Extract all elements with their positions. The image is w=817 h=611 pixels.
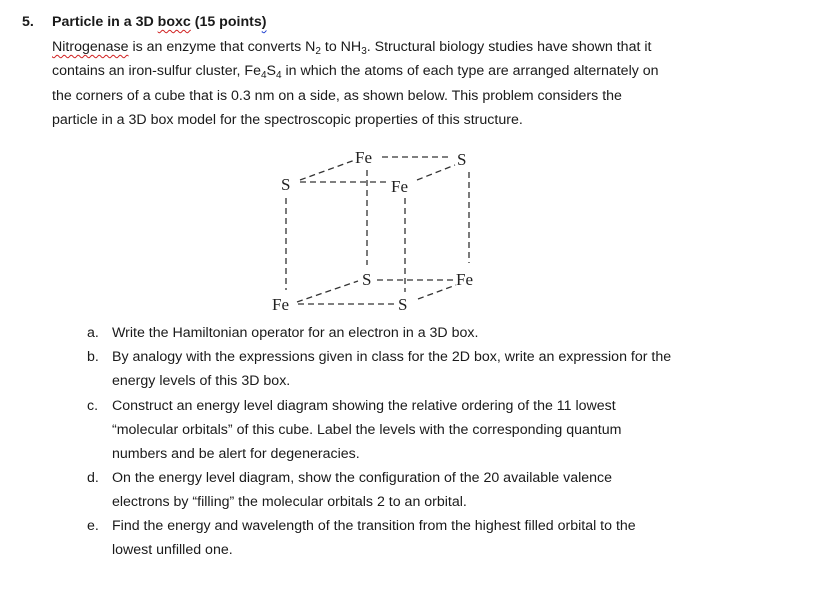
title-close-paren: ): [261, 14, 267, 30]
atom-label: S: [362, 270, 372, 289]
subscript: 4: [260, 70, 267, 82]
text-run: particle in a 3D box model for the spectroscopic properties of this structure.: [52, 111, 523, 128]
text-run: in which the atoms of each type are arranged alternately on: [281, 63, 659, 80]
text-run: contains an iron-sulfur cluster, Fe: [52, 63, 261, 80]
question-text-line: Write the Hamiltonian operator for an electron in a 3D box.: [112, 325, 479, 341]
question-text-line: Find the energy and wavelength of the transition from the highest filled orbital to the: [112, 518, 636, 534]
problem-number: 5.: [22, 14, 34, 30]
text-run: to NH: [320, 39, 362, 55]
cube-edges: [286, 157, 469, 304]
edge: [300, 160, 355, 180]
text-run: S: [266, 63, 276, 80]
question-text-line: “molecular orbitals” of this cube. Label the levels with the corresponding quantum: [112, 422, 622, 438]
atom-label: Fe: [391, 177, 408, 196]
question-text-line: By analogy with the expressions given in class for the 2D box, write an expression for the: [112, 349, 672, 365]
question-letter: c.: [87, 398, 99, 414]
question-text-line: numbers and be alert for degeneracies.: [112, 446, 360, 462]
text-run: is an enzyme that converts N: [128, 39, 316, 55]
atom-label: Fe: [272, 295, 289, 314]
edge: [418, 285, 456, 299]
question-text-line: energy levels of this 3D box.: [112, 373, 291, 389]
question-letter: d.: [87, 470, 99, 486]
atom-label: S: [281, 175, 291, 194]
question-text-line: lowest unfilled one.: [112, 542, 233, 558]
question-text-line: Construct an energy level diagram showing the relative ordering of the 11 lowest: [112, 398, 616, 414]
edge: [297, 281, 358, 302]
atom-label: Fe: [355, 148, 372, 167]
title-misspelled-word: boxc: [157, 14, 191, 30]
title-text: Particle in a 3D: [52, 14, 158, 30]
edge: [417, 165, 455, 180]
title-points: (15 points: [190, 14, 262, 30]
text-run: the corners of a cube that is 0.3 nm on a side, as shown below. This problem considers the: [52, 87, 622, 104]
subscript: 3: [361, 46, 367, 57]
question-letter: a.: [87, 325, 99, 341]
text-run: . Structural biology studies have shown that it: [366, 39, 652, 55]
question-text-line: electrons by “filling” the molecular orbitals 2 to an orbital.: [112, 494, 467, 510]
subscript: 4: [276, 70, 282, 82]
atom-label: S: [457, 150, 467, 169]
question-letter: b.: [87, 349, 99, 365]
question-letter: e.: [87, 518, 99, 534]
text-run: Nitrogenase: [52, 39, 129, 55]
question-text-line: On the energy level diagram, show the configuration of the 20 available valence: [112, 470, 613, 486]
atom-label: Fe: [456, 270, 473, 289]
atom-label: S: [398, 295, 408, 314]
subscript: 2: [315, 46, 321, 57]
